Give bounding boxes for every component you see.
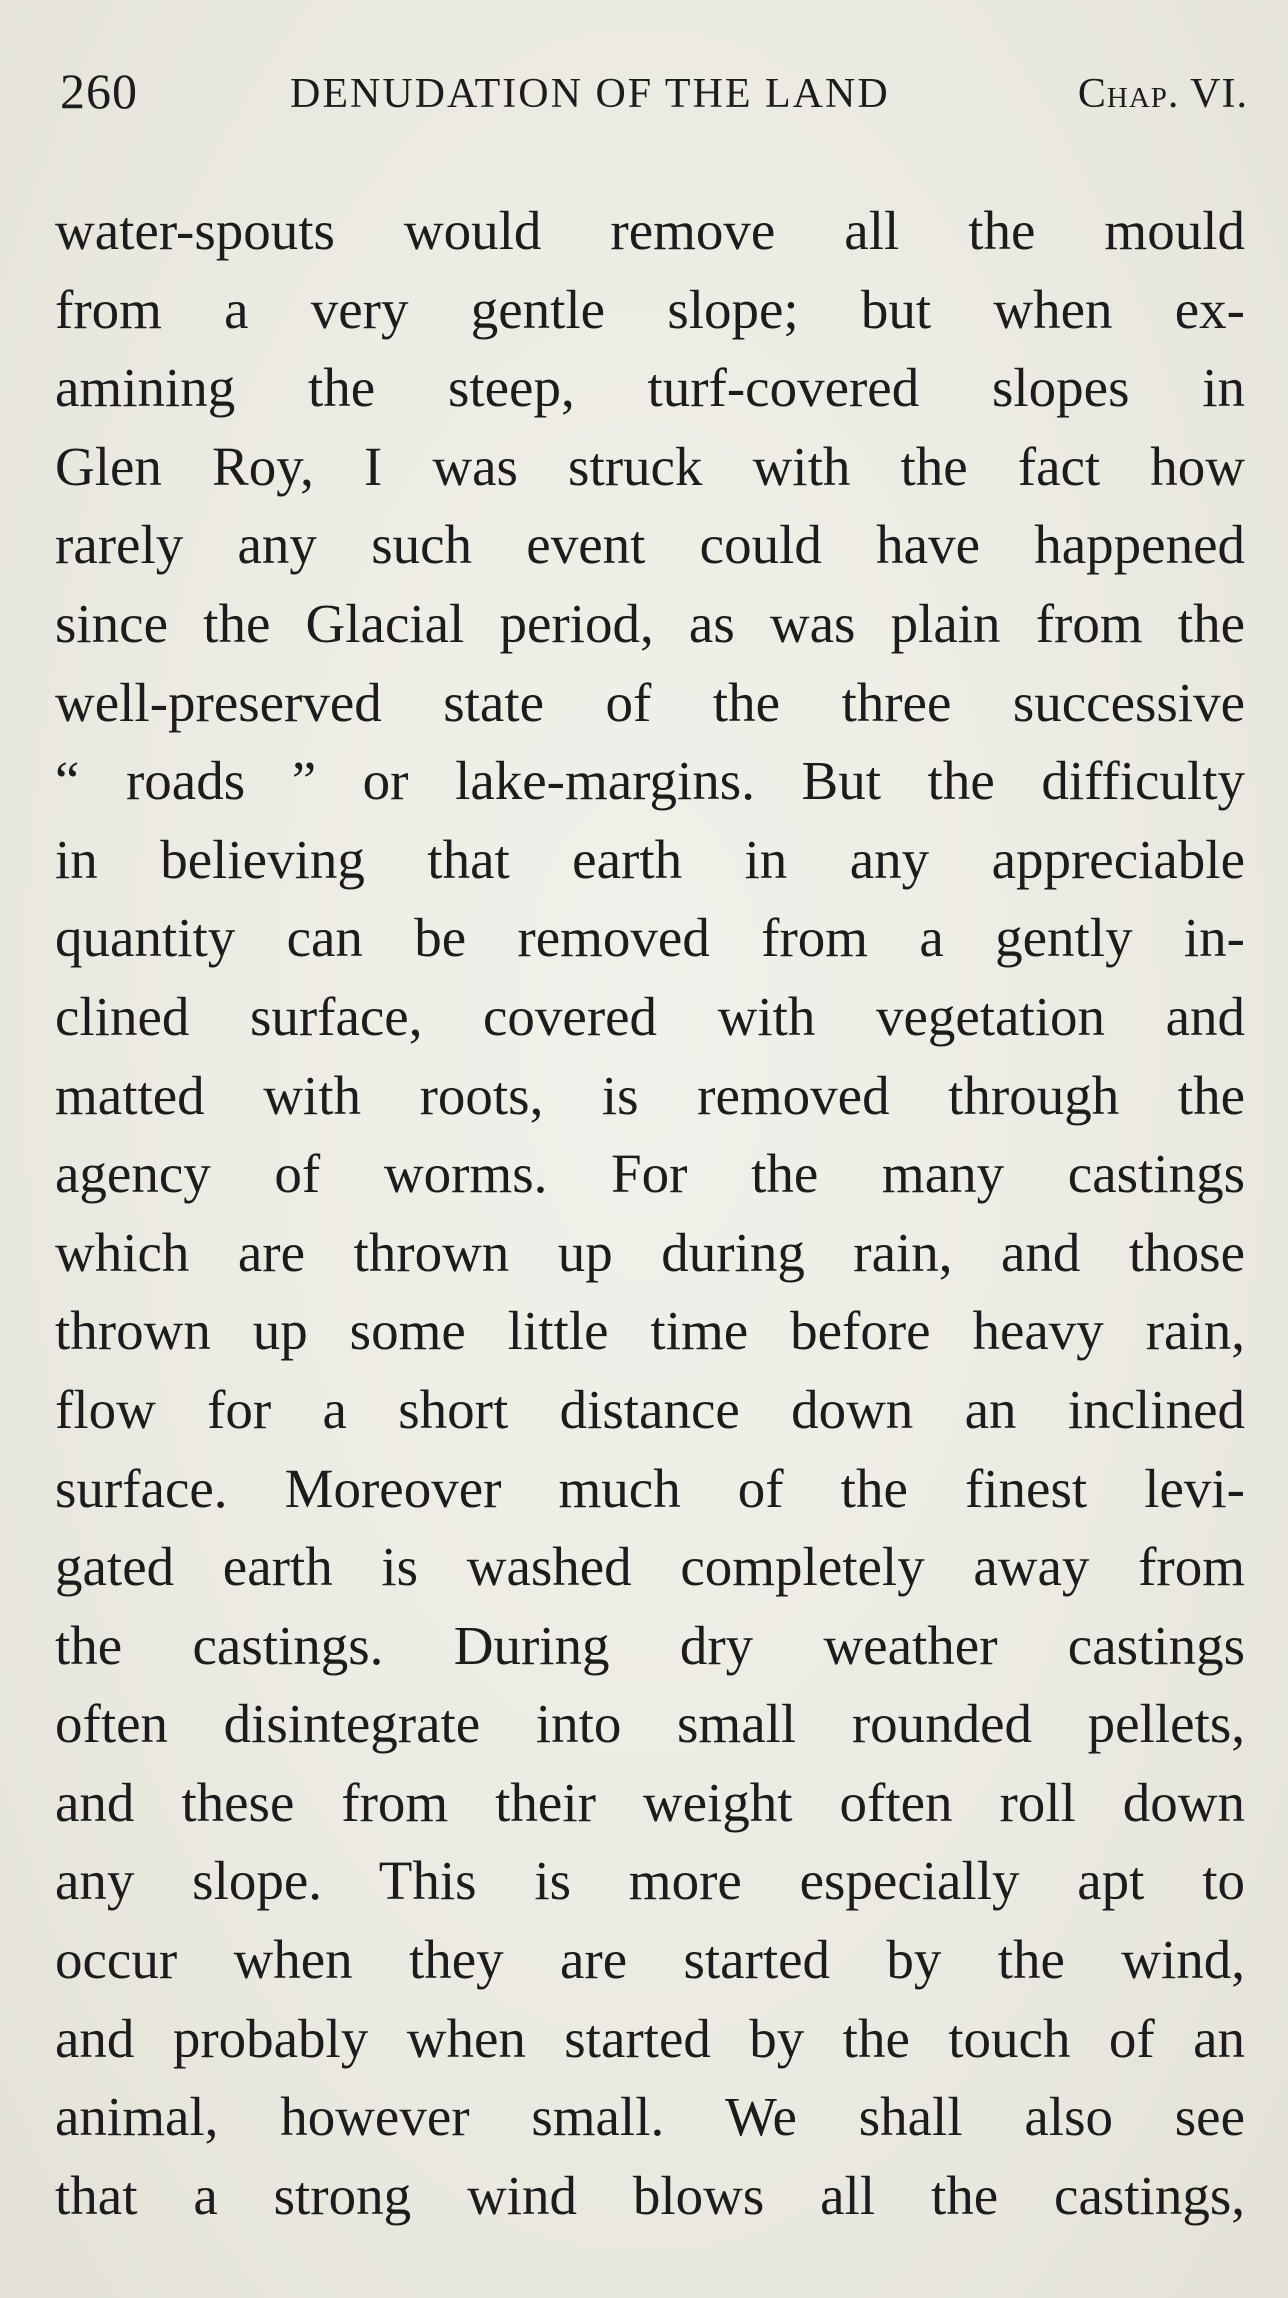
text-line: that a strong wind blows all the castings, — [55, 2164, 1245, 2226]
text-line: water-spouts would remove all the mould — [55, 200, 1245, 261]
text-line: the castings. During dry weather castings — [55, 1614, 1245, 1676]
text-line: agency of worms. For the many castings — [55, 1143, 1245, 1205]
text-line: since the Glacial period, as was plain from the — [55, 592, 1245, 654]
text-line: occur when they are started by the wind, — [55, 1929, 1245, 1991]
text-line: thrown up some little time before heavy rain, — [55, 1300, 1245, 1362]
body-text — [55, 192, 1245, 2235]
text-line: quantity can be removed from a gently in- — [55, 907, 1245, 969]
text-line: “ roads ” or lake-margins. But the difficulty — [55, 750, 1245, 812]
text-line: any slope. This is more especially apt to — [55, 1850, 1245, 1912]
text-line: amining the steep, turf-covered slopes in — [55, 357, 1245, 419]
text-line: often disintegrate into small rounded pellets, — [55, 1693, 1245, 1755]
page-number: 260 — [60, 63, 138, 119]
running-title: DENUDATION OF THE LAND — [290, 71, 890, 117]
text-line: and probably when started by the touch of an — [55, 2007, 1245, 2069]
text-line: Glen Roy, I was struck with the fact how — [55, 435, 1245, 497]
text-line: in believing that earth in any appreciable — [55, 828, 1245, 890]
chapter-label: Chap. VI. — [1077, 71, 1248, 117]
text-line: animal, however small. We shall also see — [55, 2086, 1245, 2148]
text-line: from a very gentle slope; but when ex- — [55, 278, 1245, 340]
text-line: rarely any such event could have happened — [55, 514, 1245, 576]
text-line: flow for a short distance down an inclined — [55, 1378, 1245, 1440]
text-line: matted with roots, is removed through the — [55, 1064, 1245, 1126]
text-line: clined surface, covered with vegetation and — [55, 985, 1245, 1047]
text-line: which are thrown up during rain, and those — [55, 1221, 1245, 1283]
text-line: well-preserved state of the three successive — [55, 671, 1245, 733]
text-line: gated earth is washed completely away from — [55, 1536, 1245, 1598]
page-header — [60, 62, 1248, 132]
text-line: surface. Moreover much of the finest levi- — [55, 1457, 1245, 1519]
text-line: and these from their weight often roll down — [55, 1771, 1245, 1833]
